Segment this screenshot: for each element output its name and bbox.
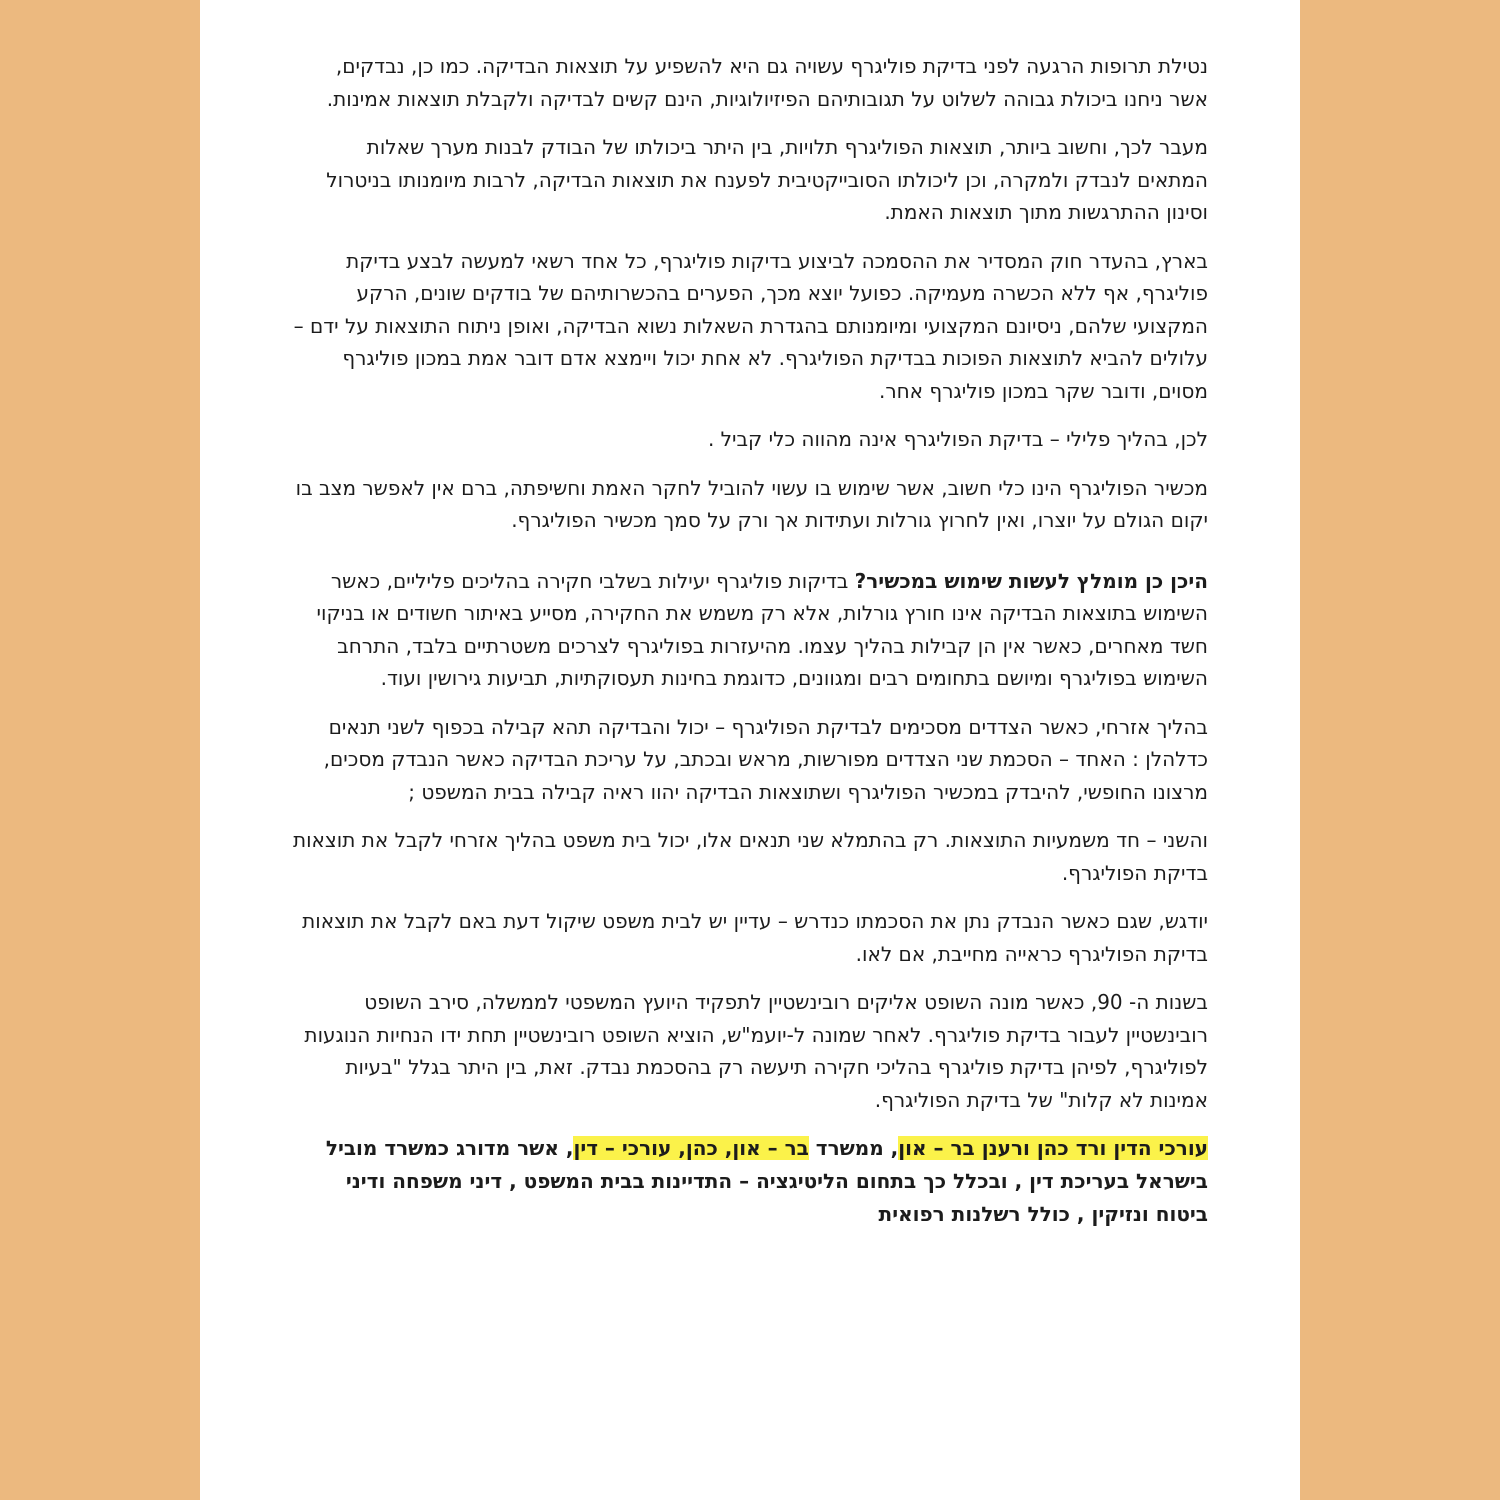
paragraph-no-regulation: בארץ, בהעדר חוק המסדיר את ההסמכה לביצוע בדיקות פוליגרף, כל אחד רשאי למעשה לבצע בדיקת פוליגרף, אף ללא הכשרה מעמיקה. כפועל יוצא מכך, הפערים בהכשרותיהם של בודקים שונים, הרקע המקצועי שלהם, ניסיונם המקצועי ומיומנותם בהגדרת השאלות נשוא הבדיקה, ואופן ניתוח התוצאות על ידם – עלולים להביא לתוצאות הפוכות בבדיקת הפוליגרף. לא אחת יכול ויימצא אדם דובר אמת במכון פוליגרף מסוים, ודובר שקר במכון פוליגרף אחר. (293, 248, 1208, 403)
recommended-use-text: בדיקות פוליגרף יעילות בשלבי חקירה בהליכים פליליים, כאשר השימוש בתוצאות הבדיקה אינו חורץ גורלות, אלא רק משמש את החקירה, מסייע באיתור חשודים או בניקוי חשד מאחרים, כאשר אין הן קבילות בהליך עצמו. מהיעזרות בפוליגרף לצרכים משטרתיים בלבד, התרחב השימוש בפוליגרף ומיושם בתחומים רבים ומגוונים, כדוגמת בחינות תעסוקתיות, תביעות גירושין ועוד. (316, 568, 1208, 690)
footer-credit (292, 1132, 1208, 1231)
document-page (200, 0, 1300, 1500)
footer-description: , אשר מדורג כמשרד מוביל בישראל בעריכת דין , ובכלל כך בתחום הליטיגציה – התדיינות בבית המשפט , דיני משפחה ודיני ביטוח ונזיקין , כולל רשלנות רפואית (325, 1136, 1208, 1226)
paragraph-recommended-use (292, 565, 1208, 695)
lawyers-names-highlight: עורכי הדין ורד כהן ורענן בר – און (898, 1136, 1208, 1160)
paragraph-court-discretion: יודגש, שגם כאשר הנבדק נתן את הסכמתו כנדרש – עדיין יש לבית משפט שיקול דעת באם לקבל את תוצאות בדיקת הפוליגרף כראייה מחייבת, אם לאו. (302, 909, 1208, 966)
paragraph-civil-conditions: בהליך אזרחי, כאשר הצדדים מסכימים לבדיקת הפוליגרף – יכול והבדיקה תהא קבילה בכפוף לשני תנאים כדלהלן : האחד – הסכמת שני הצדדים מפורשות, מראש ובכתב, על עריכת הבדיקה כאשר הנבדק מסכים, מרצונו החופשי, להיבדק במכשיר הפוליגרף ושתוצאות הבדיקה יהוו ראיה קבילה בבית המשפט ; (323, 714, 1208, 804)
paragraph-sedatives: נטילת תרופות הרגעה לפני בדיקת פוליגרף עשויה גם היא להשפיע על תוצאות הבדיקה. כמו כן, נבדקים, אשר ניחנו ביכולת גבוהה לשלוט על תגובותיהם הפיזיולוגיות, הינם קשים לבדיקה ולקבלת תוצאות אמינות. (326, 54, 1208, 111)
firm-name-highlight: בר – און, כהן, עורכי – דין (573, 1136, 809, 1160)
recommended-use-heading: היכן כן מומלץ לעשות שימוש במכשיר? (854, 568, 1208, 593)
paragraph-examiner-skill: מעבר לכך, וחשוב ביותר, תוצאות הפוליגרף תלויות, בין היתר ביכולתו של הבודק לבנות מערך שאלות המתאים לנבדק ולמקרה, וכן ליכולתו הסובייקטיבית לפענח את תוצאות הבדיקה, לרבות מיומנותו בניטרול וסינון ההתרגשות מתוך תוצאות האמת. (326, 135, 1208, 224)
paragraph-important-tool: מכשיר הפוליגרף הינו כלי חשוב, אשר שימוש בו עשוי להוביל לחקר האמת וחשיפתה, ברם אין לאפשר מצב בו יקום הגולם על יוצרו, ואין לחרוץ גורלות ועתידות אך ורק על סמך מכשיר הפוליגרף. (295, 475, 1208, 532)
footer-separator: , ממשרד (808, 1136, 899, 1160)
paragraph-criminal-inadmissible: לכן, בהליך פלילי – בדיקת הפוליגרף אינה מהווה כלי קביל . (707, 427, 1208, 451)
paragraph-rubinstein: בשנות ה- 90, כאשר מונה השופט אליקים רובינשטיין לתפקיד היועץ המשפטי לממשלה, סירב השופט רובינשטיין לעבור בדיקת פוליגרף. לאחר שמונה ל-יועמ"ש, הוציא השופט רובינשטיין תחת ידו הנחיות הנוגעות לפוליגרף, לפיהן בדיקת פוליגרף בהליכי חקירה תיעשה רק בהסכמת נבדק. זאת, בין היתר בגלל "בעיות אמינות לא קלות" של בדיקת הפוליגרף. (304, 990, 1208, 1112)
paragraph-second-condition: והשני – חד משמעיות התוצאות. רק בהתמלא שני תנאים אלו, יכול בית משפט בהליך אזרחי לקבל את תוצאות בדיקת הפוליגרף. (292, 828, 1208, 885)
